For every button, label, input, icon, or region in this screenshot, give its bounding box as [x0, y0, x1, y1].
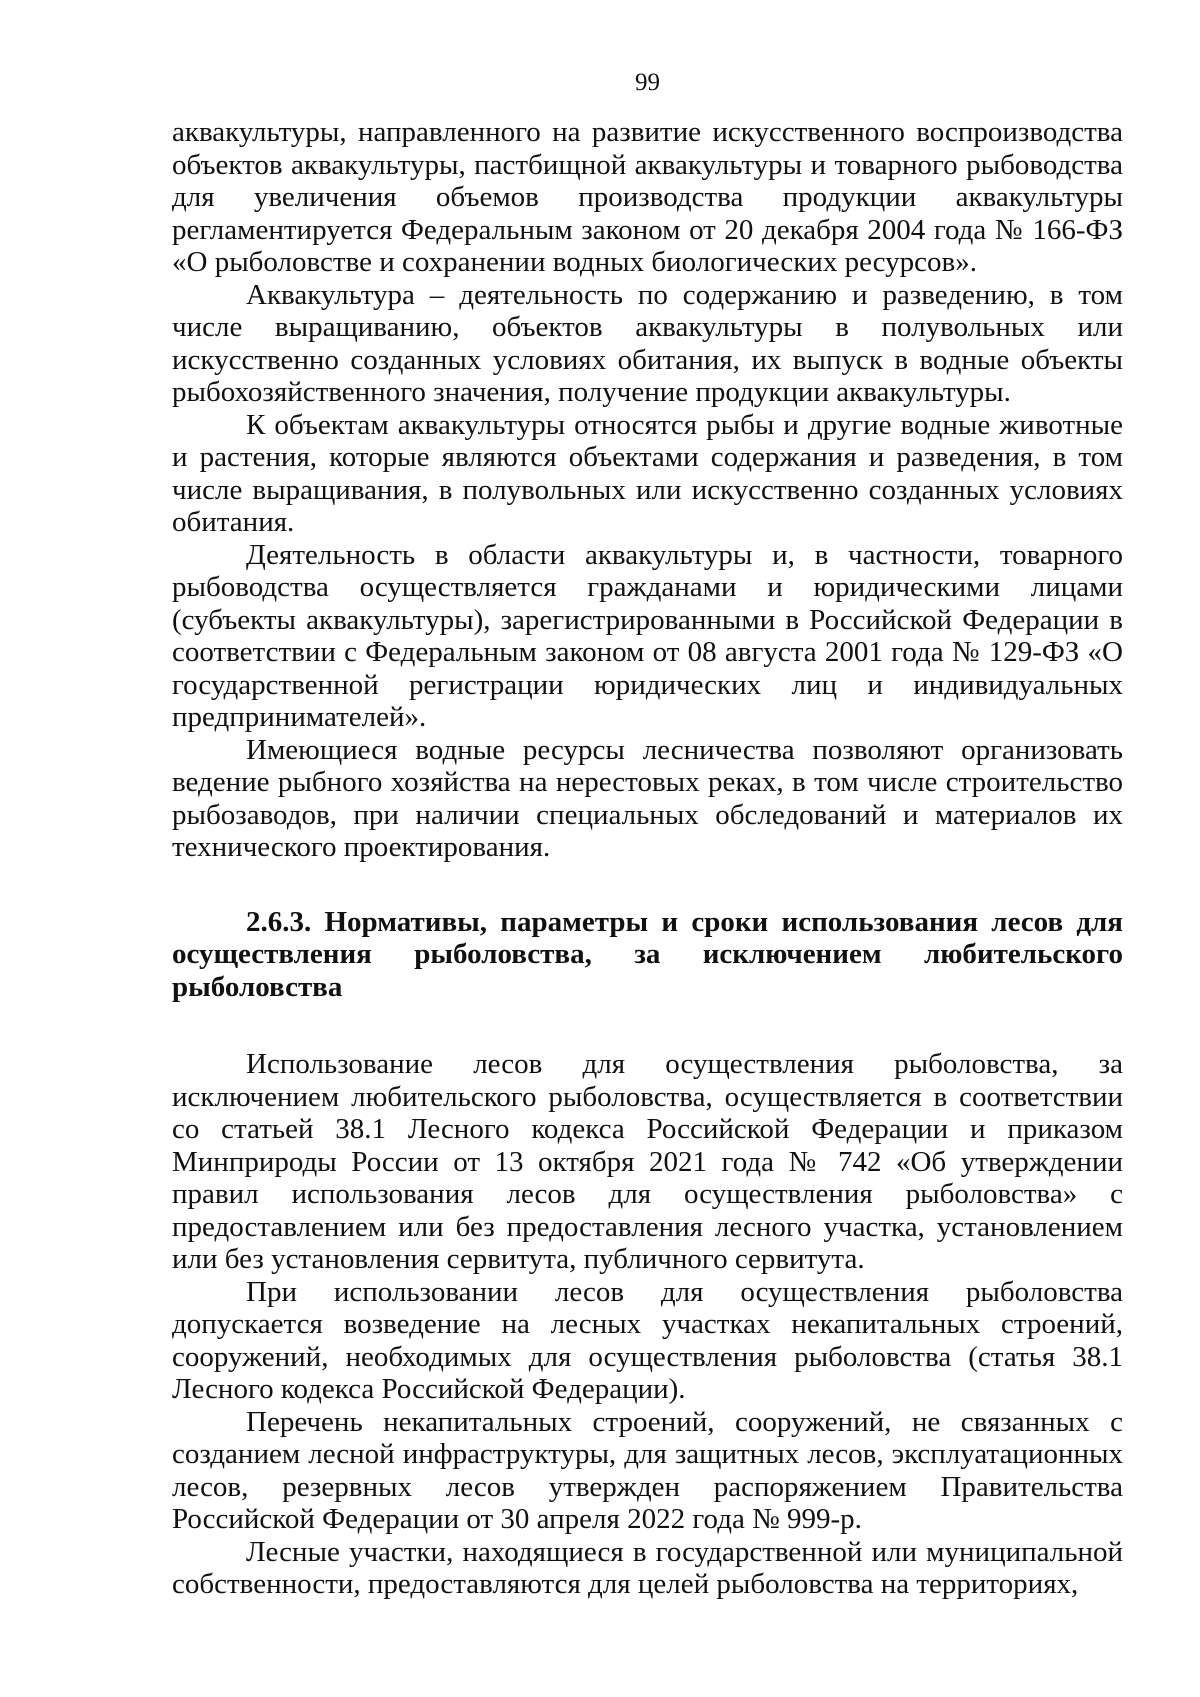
paragraph: Перечень некапитальных строений, сооружений, не связанных с созданием лесной инфраструктуры, для защитных лесов, эксплуатационных лесов, резервных лесов утвержден распоряжением Правительства Российской Федерации от 30 апреля 2022 года № 999-р. — [172, 1405, 1123, 1535]
paragraph: Имеющиеся водные ресурсы лесничества позволяют организовать ведение рыбного хозяйства на нерестовых реках, в том числе строительство рыбозаводов, при наличии специальных обследований и материалов их технического проектирования. — [172, 733, 1123, 863]
paragraph: Аквакультура – деятельность по содержанию и разведению, в том числе выращиванию, объектов аквакультуры в полувольных или искусственно созданных условиях обитания, их выпуск в водные объекты рыбохозяйственного значения, получение продукции аквакультуры. — [172, 278, 1123, 408]
page-number: 99 — [635, 69, 660, 96]
paragraph: Деятельность в области аквакультуры и, в частности, товарного рыбоводства осуществляется гражданами и юридическими лицами (субъекты аквакультуры), зарегистрированными в Российской Федерации в соответствии с Федеральным законом от 08 августа 2001 года № 129-ФЗ «О государственной регистрации юридических лиц и индивидуальных предпринимателей». — [172, 538, 1123, 733]
paragraph: Использование лесов для осуществления рыболовства, за исключением любительского рыболовства, осуществляется в соответствии со статьей 38.1 Лесного кодекса Российской Федерации и приказом Минприроды России от 13 октября 2021 года № 742 «Об утверждении правил использования лесов для осуществления рыболовства» с предоставлением или без предоставления лесного участка, установлением или без установления сервитута, публичного сервитута. — [172, 1048, 1123, 1275]
paragraph: Лесные участки, находящиеся в государственной или муниципальной собственности, предоставляются для целей рыболовства на территориях, — [172, 1535, 1123, 1600]
paragraph: К объектам аквакультуры относятся рыбы и другие водные животные и растения, которые являются объектами содержания и разведения, в том числе выращивания, в полувольных или искусственно созданных условиях обитания. — [172, 408, 1123, 538]
paragraph: аквакультуры, направленного на развитие искусственного воспроизводства объектов аквакультуры, пастбищной аквакультуры и товарного рыбоводства для увеличения объемов производства продукции аквакультуры регламентируется Федеральным законом от 20 декабря 2004 года № 166-ФЗ «О рыболовстве и сохранении водных биологических ресурсов». — [172, 116, 1123, 278]
document-body — [172, 116, 1123, 1601]
section-heading: 2.6.3. Нормативы, параметры и сроки использования лесов для осуществления рыболовства, за исключением любительского рыболовства — [172, 905, 1123, 1003]
paragraph: При использовании лесов для осуществления рыболовства допускается возведение на лесных участках некапитальных строений, сооружений, необходимых для осуществления рыболовства (статья 38.1 Лесного кодекса Российской Федерации). — [172, 1275, 1123, 1405]
